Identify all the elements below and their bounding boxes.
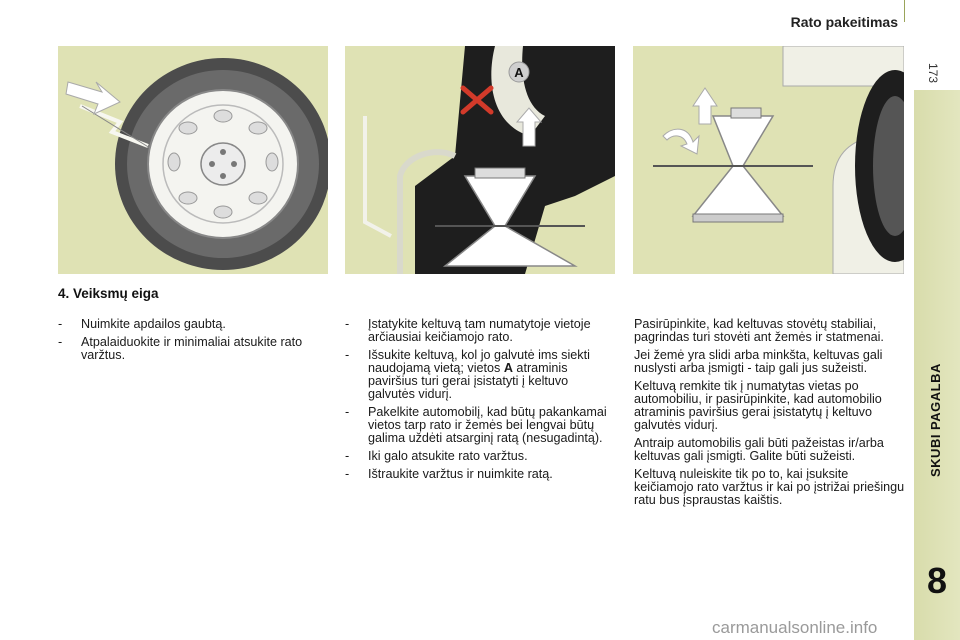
list-dash: -: [345, 317, 350, 331]
instructions-column-1: [58, 318, 328, 367]
list-item: [345, 406, 613, 445]
illustration-wheel-cover: [58, 46, 328, 274]
illustration-car-lifted: [633, 46, 904, 274]
warning-paragraph: Keltuvą remkite tik į numatytas vietas po automobiliu, ir pasirūpinkite, kad automobilio atraminis paviršius gerai įsistatytų į keltuvo galvutės vidurį.: [634, 379, 882, 432]
list-item-text: Įstatykite keltuvą tam numatytoje vietoje arčiausiai keičiamojo rato.: [368, 317, 591, 344]
list-dash: -: [345, 467, 350, 481]
list-item: [345, 468, 613, 481]
warning-paragraph: Antraip automobilis gali būti pažeistas ir/arba keltuvas gali įsmigti. Galite būti sužeisti.: [634, 436, 884, 463]
list-dash: -: [345, 449, 350, 463]
warning-paragraph: Jei žemė yra slidi arba minkšta, keltuvas gali nuslysti arba įsmigti - taip gali jus sužeisti.: [634, 348, 883, 375]
section-title: 4. Veiksmų eiga: [58, 286, 159, 301]
list-dash: -: [345, 405, 350, 419]
label-a: A: [514, 65, 524, 80]
warnings-column: [634, 318, 906, 512]
header-divider: [904, 0, 905, 22]
header-title: Rato pakeitimas: [790, 14, 898, 30]
list-item-text: Iki galo atsukite rato varžtus.: [368, 449, 528, 463]
list-dash: -: [345, 348, 350, 362]
list-dash: -: [58, 317, 63, 331]
list-dash: -: [58, 335, 63, 349]
list-item: [345, 318, 613, 344]
warning-paragraph: Keltuvą nuleiskite tik po to, kai įsuksite keičiamojo rato varžtus ir kai po įstrižai priešingu ratu bus įspraustas kaištis.: [634, 467, 905, 507]
list-item: [345, 450, 613, 463]
list-item: [58, 336, 328, 362]
list-item-bold-label: A: [503, 361, 513, 375]
chapter-title: SKUBI PAGALBA: [928, 363, 943, 477]
list-item-text: Ištraukite varžtus ir nuimkite ratą.: [368, 467, 553, 481]
list-item-text: Atpalaiduokite ir minimaliai atsukite rato varžtus.: [81, 335, 303, 362]
warning-paragraph: Pasirūpinkite, kad keltuvas stovėtų stabiliai, pagrindas turi stovėti ant žemės ir statmenai.: [634, 317, 884, 344]
instructions-column-2: [345, 318, 613, 486]
list-item-text-start: Išsukite keltuvą, kol jo galvutė ims siekti naudojamą vietą; vietos: [368, 348, 590, 375]
list-item-text: Nuimkite apdailos gaubtą.: [81, 317, 226, 331]
watermark: carmanualsonline.info: [712, 618, 878, 637]
list-item: [58, 318, 328, 331]
page-number: 173: [926, 62, 940, 84]
list-item-text: Pakelkite automobilį, kad būtų pakankamai vietos tarp rato ir žemės bei lengvai būtų galima uždėti atsarginį ratą (nesugadintą).: [368, 405, 607, 445]
list-item-text-end: atraminis paviršius turi gerai įsistatyti į keltuvo galvutės vidurį.: [368, 361, 569, 401]
chapter-number: 8: [926, 560, 948, 601]
list-item: [345, 349, 613, 401]
illustration-jack-placement: [345, 46, 615, 274]
